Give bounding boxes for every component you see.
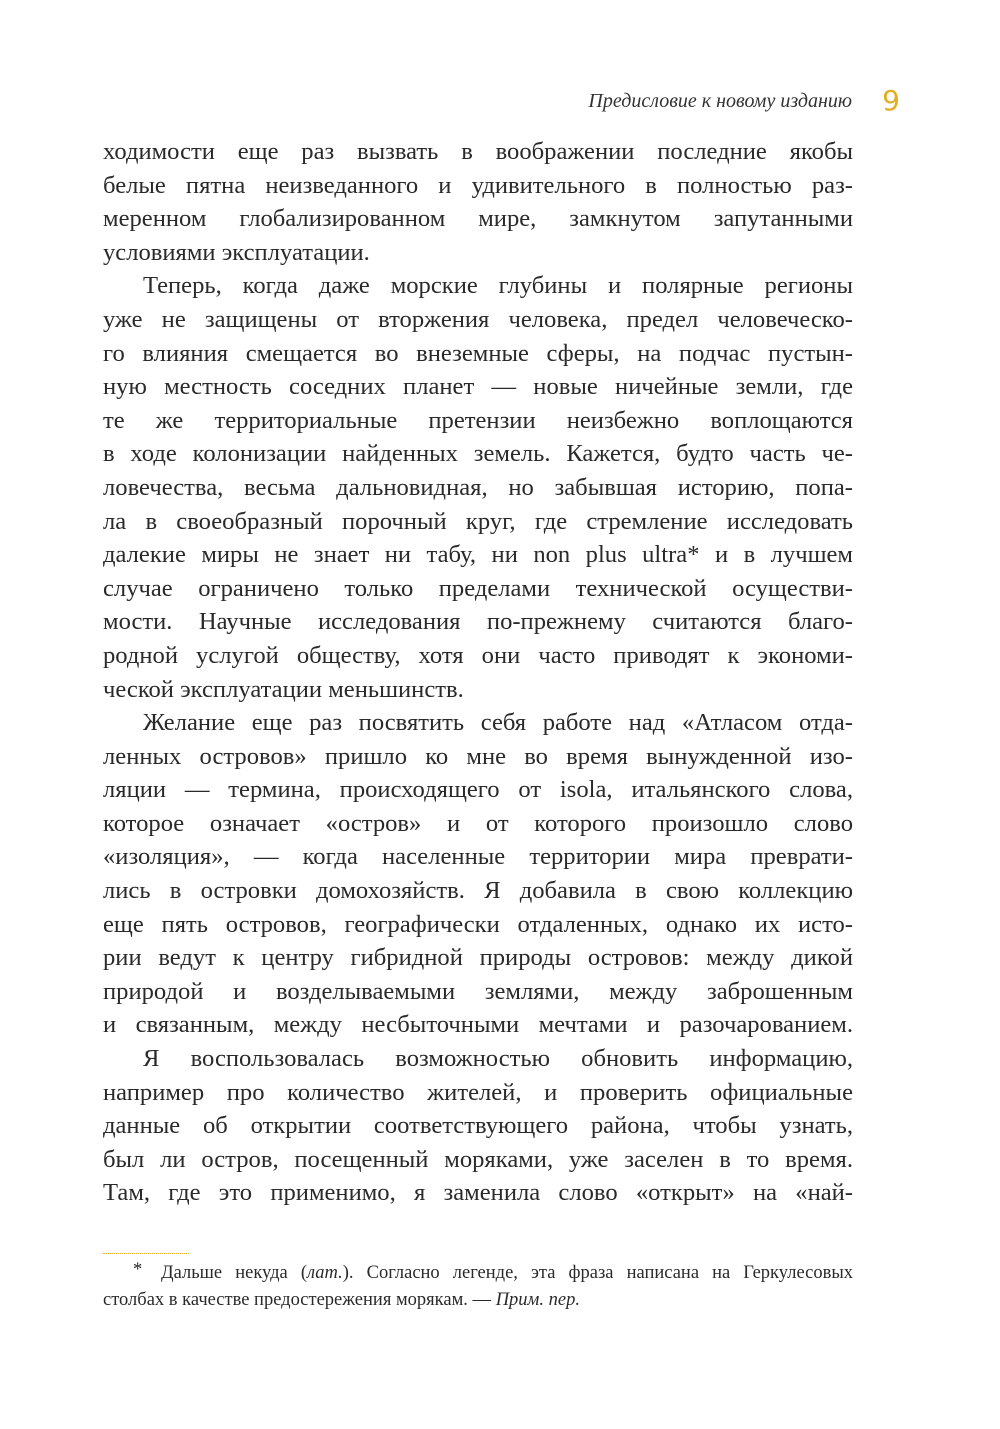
page-number: 9 xyxy=(882,84,900,117)
text-line: ла в своеобразный порочный круг, где стремление исследовать xyxy=(103,507,853,535)
text-line: в ходе колонизации найденных земель. Кажется, будто часть че- xyxy=(103,440,853,468)
footnote-text: столбах в качестве предостережения морякам. — xyxy=(103,1290,496,1310)
footnote-italic: Прим. пер. xyxy=(495,1290,580,1310)
text-line: ную местность соседних планет — новые ничейные земли, где xyxy=(103,373,853,401)
text-line: был ли остров, посещенный моряками, уже заселен в то время. xyxy=(103,1145,853,1173)
text-line: ходимости еще раз вызвать в воображении последние якобы xyxy=(103,138,853,165)
text-line: ленных островов» пришло ко мне во время вынужденной изо- xyxy=(103,742,853,770)
text-line: природой и возделываемыми землями, между заброшенным xyxy=(103,977,853,1005)
text-line: лись в островки домохозяйств. Я добавила в свою коллекцию xyxy=(103,877,853,905)
text-line: ляции — термина, происходящего от isola, итальянского слова, xyxy=(103,776,853,804)
running-title: Предисловие к новому изданию xyxy=(588,90,852,112)
text-line: далекие миры не знает ни табу, ни non plus ultra* и в лучшем xyxy=(103,541,853,569)
footnote-divider xyxy=(103,1253,189,1254)
text-line: которое означает «остров» и от которого произошло слово xyxy=(103,809,853,837)
footnote-text: Дальше некуда ( xyxy=(161,1263,307,1283)
body-text xyxy=(103,135,853,1210)
text-line: те же территориальные претензии неизбежно воплощаются xyxy=(103,406,853,434)
text-line: мости. Научные исследования по-прежнему считаются благо- xyxy=(103,608,853,636)
text-line: ловечества, весьма дальновидная, но забывшая историю, попа- xyxy=(103,473,853,501)
text-line: случае ограничено только пределами технической осуществи- xyxy=(103,574,853,602)
text-line: еще пять островов, географически отдаленных, однако их исто- xyxy=(103,910,853,938)
text-line: го влияния смещается во внеземные сферы, на подчас пустын- xyxy=(103,339,853,367)
text-line: уже не защищены от вторжения человека, предел человеческо- xyxy=(103,305,853,333)
footnote-line xyxy=(103,1287,853,1314)
text-line: родной услугой обществу, хотя они часто приводят к экономи- xyxy=(103,641,853,669)
text-line: «изоляция», — когда населенные территории мира преврати- xyxy=(103,843,853,871)
footnote-italic: лат. xyxy=(307,1263,343,1283)
text-line: и связанным, между несбыточными мечтами и разочарованием. xyxy=(103,1011,853,1039)
text-line: меренном глобализированном мире, замкнутом запутанными xyxy=(103,205,853,233)
text-line: Там, где это применимо, я заменила слово «открыт» на «най- xyxy=(103,1179,853,1207)
footnote-mark: * xyxy=(133,1260,143,1280)
text-line: Теперь, когда даже морские глубины и полярные регионы xyxy=(143,272,853,300)
footnote-line xyxy=(103,1260,853,1287)
text-line: белые пятна неизведанного и удивительного в полностью раз- xyxy=(103,171,853,199)
footnote-text: ). Согласно легенде, эта фраза написана на Геркулесовых xyxy=(342,1263,853,1283)
text-line: данные об открытии соответствующего района, чтобы узнать, xyxy=(103,1112,853,1140)
text-line: рии ведут к центру гибридной природы островов: между дикой xyxy=(103,944,853,972)
text-line: ческой эксплуатации меньшинств. xyxy=(103,675,464,703)
text-line: например про количество жителей, и проверить официальные xyxy=(103,1078,853,1106)
text-line: условиями эксплуатации. xyxy=(103,238,370,266)
text-line: Я воспользовалась возможностью обновить информацию, xyxy=(143,1045,853,1073)
footnote xyxy=(103,1260,853,1314)
running-header xyxy=(560,84,900,120)
text-line: Желание еще раз посвятить себя работе над «Атласом отда- xyxy=(143,709,853,737)
